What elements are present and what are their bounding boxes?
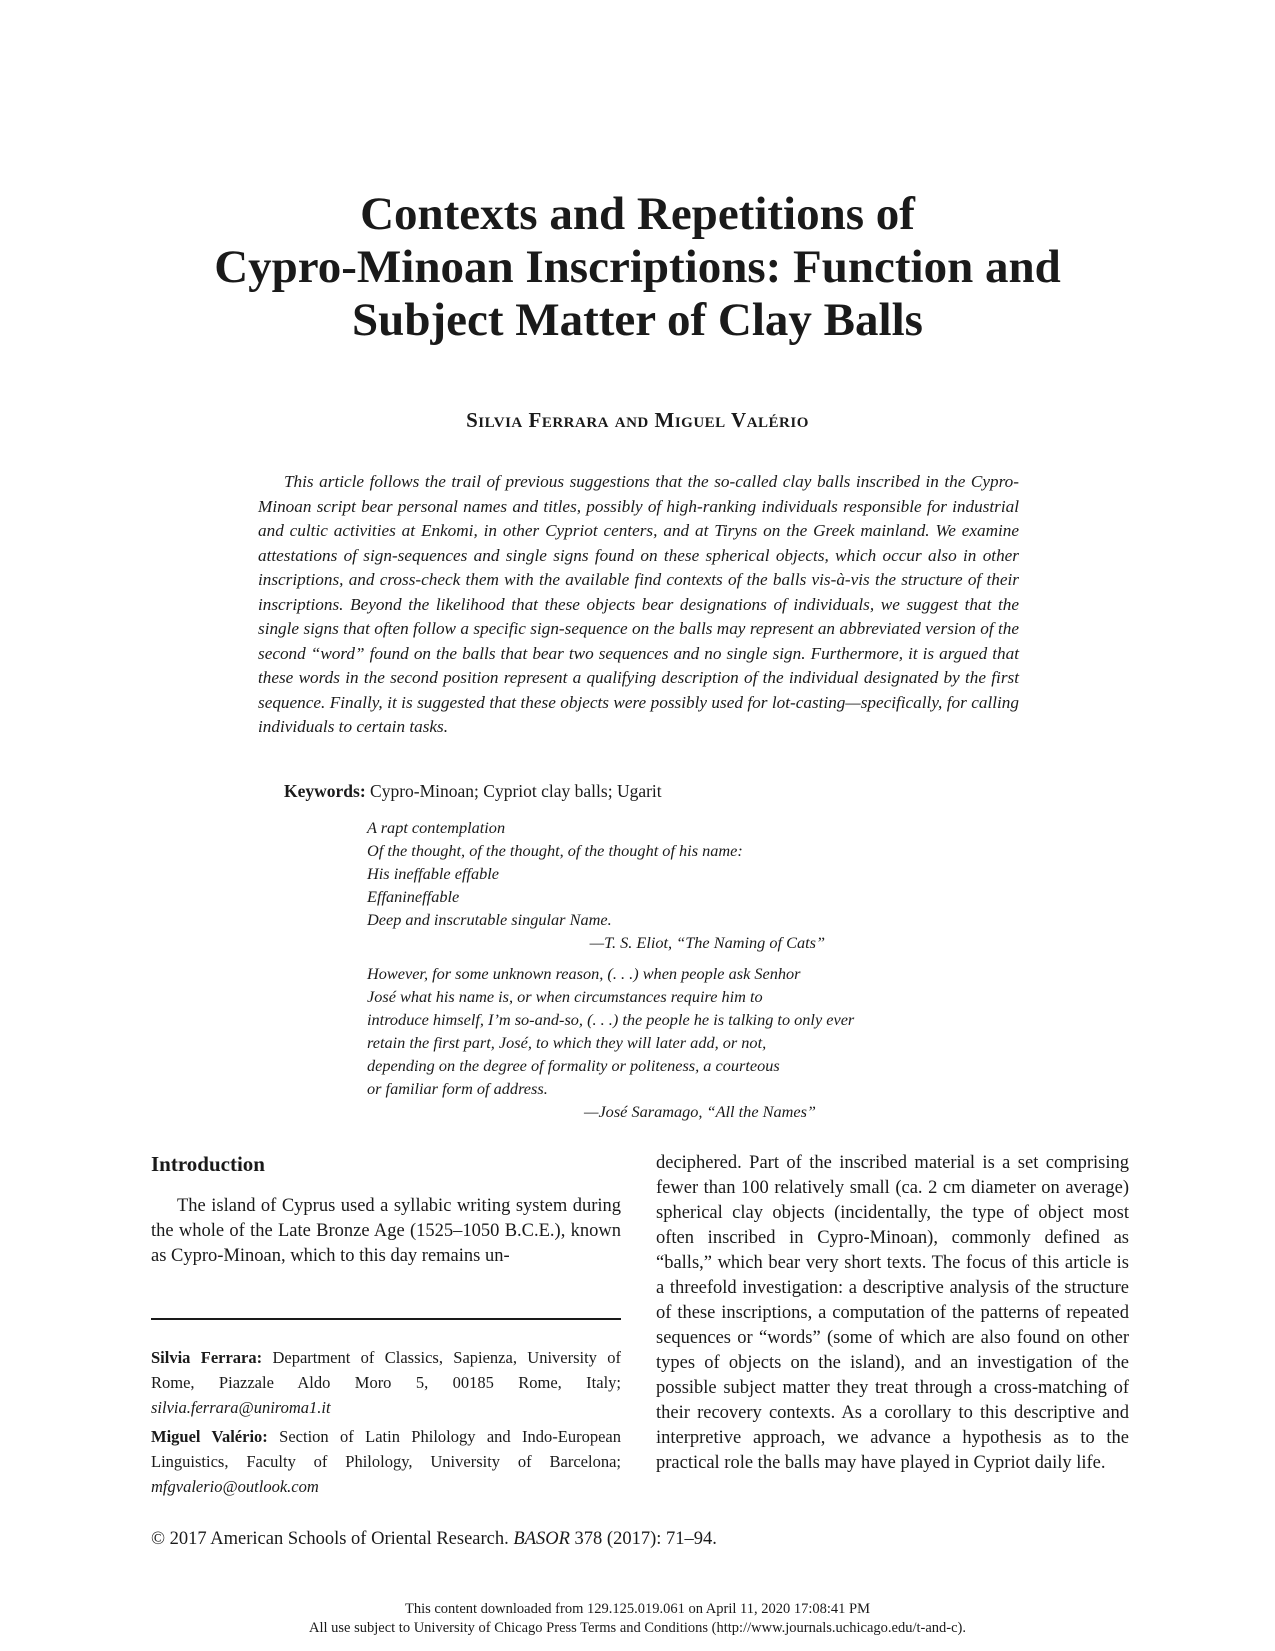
affiliation-email: mfgvalerio@outlook.com [151, 1477, 319, 1496]
epigraph-attribution: —T. S. Eliot, “The Naming of Cats” [589, 933, 825, 952]
epigraph-line: retain the first part, José, to which they will later add, or not, [367, 1033, 767, 1052]
affiliation [151, 1424, 621, 1499]
epigraph-attribution: —José Saramago, “All the Names” [583, 1102, 816, 1121]
title-line: Contexts and Repetitions of [360, 188, 915, 240]
affiliation-email: silvia.ferrara@uniroma1.it [151, 1398, 331, 1417]
keywords-label: Keywords: [284, 781, 366, 801]
epigraph-line: or familiar form of address. [367, 1079, 548, 1098]
download-notice: This content downloaded from 129.125.019.061 on April 11, 2020 17:08:41 PM [404, 1601, 871, 1617]
article-title [0, 188, 1275, 347]
epigraph-line: His ineffable effable [367, 864, 500, 883]
title-line: Cypro-Minoan Inscriptions: Function and [214, 241, 1061, 293]
copyright-prefix: © 2017 American Schools of Oriental Research. [151, 1529, 509, 1549]
affiliation-name: Silvia Ferrara: [151, 1348, 263, 1367]
section-heading-introduction: Introduction [151, 1152, 265, 1176]
keywords [284, 781, 662, 802]
affiliation-text: Department of Classics, Sapienza, University of Rome, Piazzale Aldo Moro 5, 00185 Rome, Italy; [151, 1348, 622, 1392]
abstract: This article follows the trail of previous suggestions that the so-called clay balls inscribed in the Cypro-Minoan script bear personal names and titles, possibly of high-ranking individuals responsible for industrial and cultic activities at Enkomi, in other Cypriot centers, and at Tiryns on the Greek mainland. We examine attestations of sign-sequences and single signs found on these spherical objects, which occur also in other inscriptions, and cross-check them with the available find contexts of the balls vis-à-vis the structure of their inscriptions. Beyond the likelihood that these objects bear designations of individuals, we suggest that the single signs that often follow a specific sign-sequence on the balls may represent an abbreviated version of the second “word” found on the balls that bear two sequences and no single sign. Furthermore, it is argued that these words in the second position represent a qualifying description of the individual designated by the first sequence. Finally, it is suggested that these objects were possibly used for lot-casting—specifically, for calling individuals to certain tasks. [258, 472, 1019, 736]
intro-paragraph-left: The island of Cyprus used a syllabic writing system during the whole of the Late Bronze Age (1525–1050 B.C.E.), known as Cypro-Minoan, which to this day remains un- [151, 1196, 621, 1266]
epigraph [367, 962, 927, 1123]
affiliation [151, 1345, 621, 1420]
epigraph [367, 816, 927, 954]
intro-paragraph-right: deciphered. Part of the inscribed material is a set comprising fewer than 100 relatively small (ca. 2 cm diameter on average) spherical clay objects (incidentally, the type of object most often inscribed in Cypro-Minoan), commonly defined as “balls,” which bear very short texts. The focus of this article is a threefold investigation: a descriptive analysis of the structure of these inscriptions, a computation of the patterns of repeated sequences or “words” (some of which are also found on other types of objects on the island), and an investigation of the possible subject matter they treat through a cross-matching of their recovery contexts. As a corollary to this descriptive and interpretive approach, we advance a hypothesis as to the practical role the balls may have played in Cypriot daily life. [656, 1153, 1129, 1473]
epigraph-line: Effanineffable [367, 887, 460, 906]
epigraph-line: However, for some unknown reason, (. . .) when people ask Senhor [367, 964, 801, 983]
epigraph-line: depending on the degree of formality or politeness, a courteous [367, 1056, 780, 1075]
epigraph-line: A rapt contemplation [367, 818, 506, 837]
footnote-divider [151, 1318, 621, 1320]
title-line: Subject Matter of Clay Balls [352, 294, 923, 346]
affiliation-name: Miguel Valério: [151, 1427, 268, 1446]
epigraph-line: Deep and inscrutable singular Name. [367, 910, 612, 929]
epigraph-line: introduce himself, I’m so-and-so, (. . .) the people he is talking to only ever [367, 1010, 855, 1029]
citation: 378 (2017): 71–94. [574, 1529, 717, 1549]
authors: Silvia Ferrara and Miguel Valério [466, 408, 809, 432]
keywords-value: Cypro-Minoan; Cypriot clay balls; Ugarit [370, 781, 662, 801]
epigraph-line: José what his name is, or when circumstances require him to [367, 987, 763, 1006]
epigraph-line: Of the thought, of the thought, of the thought of his name: [367, 841, 743, 860]
journal-name: BASOR [513, 1529, 570, 1549]
copyright-line [151, 1529, 717, 1550]
terms-notice: All use subject to University of Chicago Press Terms and Conditions (http://www.journals.uchicago.edu/t-and-c). [308, 1620, 966, 1636]
affiliation-text: Section of Latin Philology and Indo-European Linguistics, Faculty of Philology, University of Barcelona; [151, 1427, 622, 1471]
